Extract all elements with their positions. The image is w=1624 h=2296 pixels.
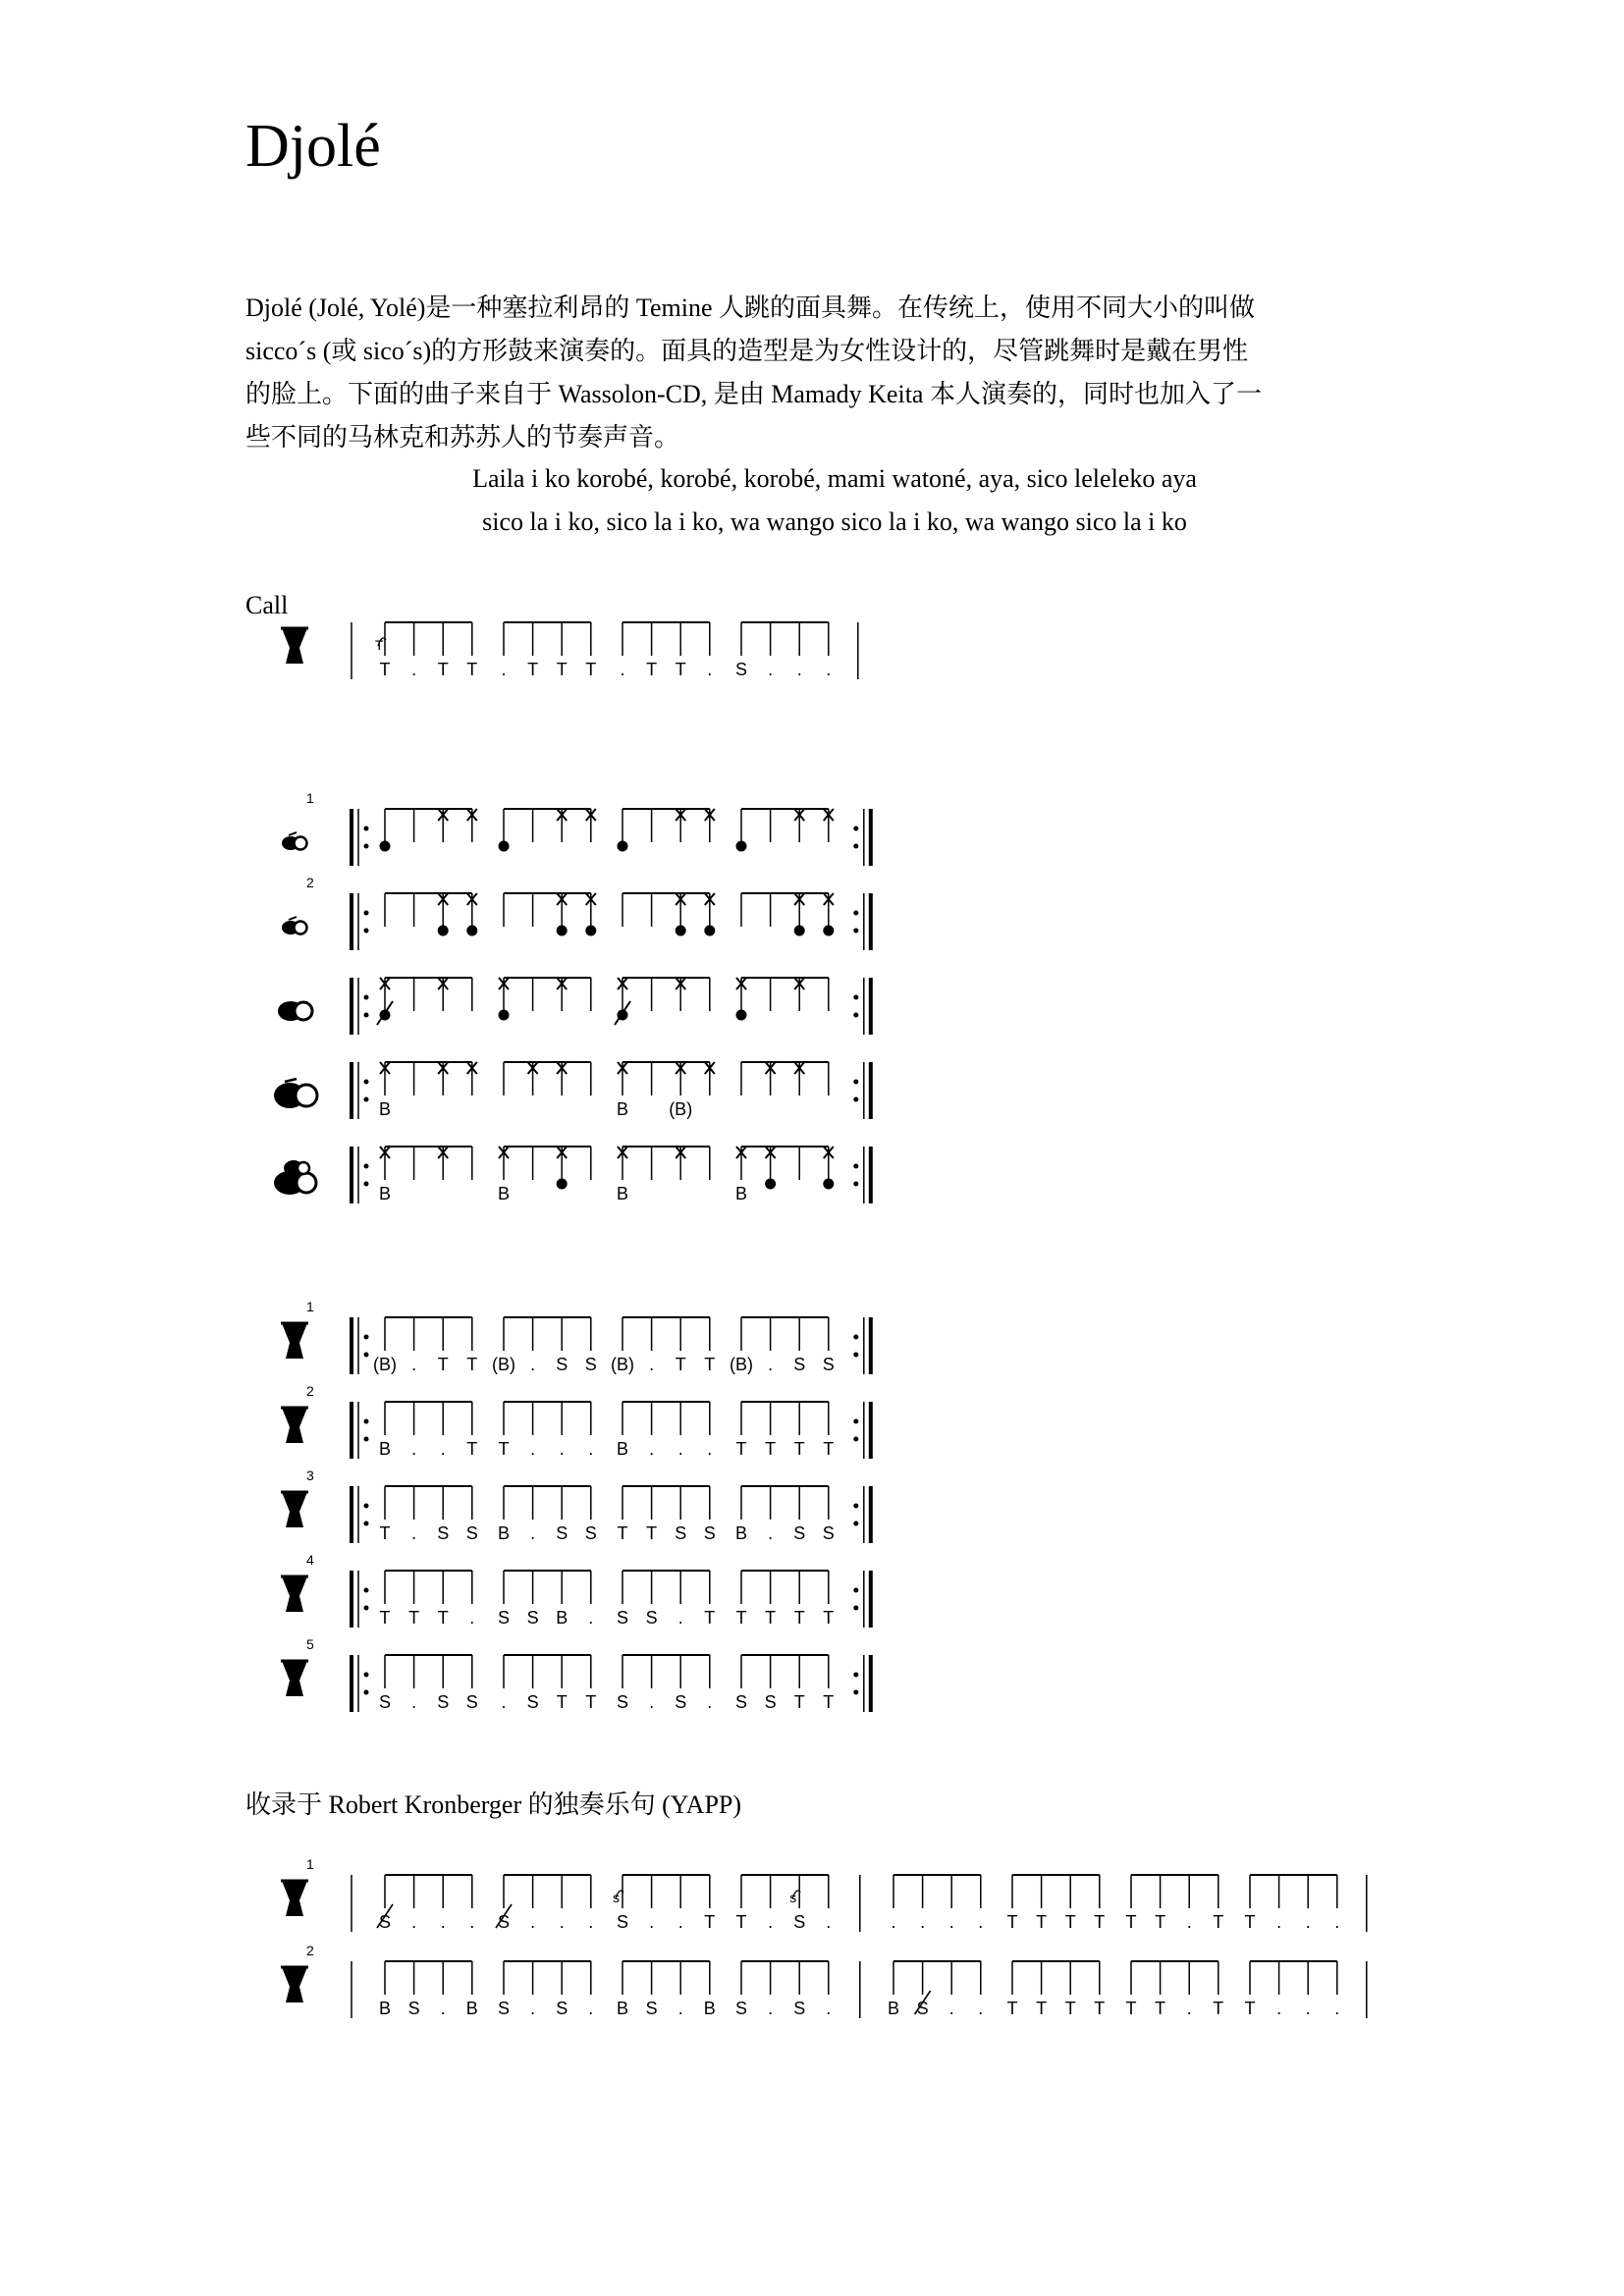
note: . <box>707 1439 713 1459</box>
note: . <box>620 660 625 679</box>
note: S <box>556 1355 568 1374</box>
note: . <box>469 1912 475 1932</box>
repeat-dot <box>364 1522 369 1526</box>
note: T <box>437 660 449 679</box>
kenkeni-icon <box>282 832 307 850</box>
note: . <box>796 660 802 679</box>
open-stroke-dot <box>765 1179 776 1190</box>
note: T <box>1094 1999 1106 2018</box>
repeat-dot <box>364 844 369 849</box>
note: . <box>649 1355 655 1374</box>
repeat-dot <box>853 844 858 849</box>
note: S <box>822 1355 835 1374</box>
note: . <box>1276 1999 1282 2018</box>
note: T <box>1064 1912 1076 1932</box>
repeat-dot <box>364 1690 369 1695</box>
note: T <box>556 1692 568 1712</box>
note: T <box>437 1608 449 1628</box>
note: . <box>588 1439 594 1459</box>
note: B <box>734 1523 748 1543</box>
note: T <box>1064 1999 1076 2018</box>
note: . <box>677 1439 683 1459</box>
repeat-dot <box>853 1437 858 1442</box>
djembe-icon <box>281 628 308 664</box>
open-stroke-dot <box>676 926 686 936</box>
note: B <box>378 1439 392 1459</box>
repeat-dot <box>364 995 369 1000</box>
note: T <box>1036 1912 1048 1932</box>
note: . <box>530 1912 536 1932</box>
row-number: 1 <box>306 790 314 806</box>
note: . <box>411 1439 417 1459</box>
note: S <box>497 1999 511 2018</box>
note: . <box>411 1523 417 1543</box>
open-stroke-dot <box>704 926 715 936</box>
djembe-icon <box>281 1967 308 2002</box>
djembe-icon <box>281 1323 308 1359</box>
note: . <box>440 1439 446 1459</box>
row-number: 5 <box>306 1636 314 1652</box>
flam-grace-note: s <box>789 1890 797 1905</box>
note: T <box>765 1608 777 1628</box>
note: . <box>948 1999 954 2018</box>
note: S <box>764 1692 777 1712</box>
note: . <box>826 1912 832 1932</box>
note: S <box>793 1999 806 2018</box>
rhythm-row-djembes <box>281 1636 871 1712</box>
repeat-dot <box>364 1353 369 1358</box>
repeat-dot <box>364 1437 369 1442</box>
note: . <box>677 1608 683 1628</box>
row-number: 3 <box>306 1468 314 1483</box>
repeat-dot <box>853 1097 858 1102</box>
note: S <box>556 1999 568 2018</box>
djembe-icon <box>281 1576 308 1612</box>
note: . <box>559 1912 565 1932</box>
note: . <box>768 660 774 679</box>
note: . <box>1186 1912 1192 1932</box>
note: . <box>1334 1912 1340 1932</box>
open-stroke-dot <box>736 1010 747 1021</box>
note: . <box>530 1523 536 1543</box>
djembe-icon <box>281 1492 308 1527</box>
repeat-dot <box>853 1606 858 1611</box>
note: . <box>1276 1912 1282 1932</box>
note: B <box>378 1184 392 1203</box>
note: S <box>437 1523 450 1543</box>
row-number: 1 <box>306 1299 314 1314</box>
repeat-dot <box>853 911 858 916</box>
open-stroke-dot <box>618 841 628 852</box>
row-number: 2 <box>306 1383 314 1399</box>
note: S <box>616 1692 629 1712</box>
note: . <box>411 660 417 679</box>
note: . <box>1305 1999 1311 2018</box>
note: S <box>734 1692 748 1712</box>
repeat-dot <box>364 1080 369 1085</box>
note: S <box>497 1912 511 1932</box>
note: S <box>616 1608 629 1628</box>
note: T <box>675 1355 686 1374</box>
note: T <box>1244 1912 1256 1932</box>
note: T <box>793 1692 805 1712</box>
note: T <box>1006 1912 1018 1932</box>
open-stroke-dot <box>499 1010 510 1021</box>
repeat-dot <box>853 1013 858 1018</box>
note: (B) <box>492 1355 515 1374</box>
note: . <box>588 1999 594 2018</box>
note: T <box>379 1523 391 1543</box>
note: T <box>1125 1912 1137 1932</box>
note: S <box>675 1523 687 1543</box>
note: . <box>677 1912 683 1932</box>
note: (B) <box>669 1099 693 1119</box>
note: . <box>649 1912 655 1932</box>
note: T <box>527 660 539 679</box>
repeat-dot <box>364 1419 369 1424</box>
rhythm-row-dununs <box>282 790 871 866</box>
djembe-icon <box>281 1408 308 1443</box>
rhythm-row-solo <box>281 1943 1367 2018</box>
dunun-set-icon <box>274 1160 316 1195</box>
note: S <box>916 1999 929 2018</box>
note: . <box>469 1608 475 1628</box>
note: B <box>556 1608 568 1628</box>
note: . <box>559 1439 565 1459</box>
note: T <box>1006 1999 1018 2018</box>
djembe-icon <box>281 1661 308 1696</box>
note: S <box>584 1355 597 1374</box>
solo-label: 收录于 Robert Kronberger 的独奏乐句 (YAPP) <box>245 1790 742 1819</box>
note: B <box>734 1184 748 1203</box>
note: S <box>645 1999 658 2018</box>
dundunba-icon <box>274 1079 317 1108</box>
note: S <box>556 1523 568 1543</box>
note: T <box>498 1439 510 1459</box>
note: T <box>1155 1912 1166 1932</box>
note: B <box>703 1999 716 2018</box>
note: . <box>707 660 713 679</box>
note: S <box>378 1912 392 1932</box>
repeat-dot <box>364 1335 369 1340</box>
note: S <box>378 1692 392 1712</box>
note: . <box>920 1912 926 1932</box>
repeat-dot <box>364 1606 369 1611</box>
rhythm-row-djembes <box>281 1468 871 1543</box>
note: . <box>440 1999 446 2018</box>
note: T <box>556 660 568 679</box>
note: T <box>585 1692 597 1712</box>
note: . <box>649 1439 655 1459</box>
repeat-dot <box>853 929 858 934</box>
note: T <box>735 1608 747 1628</box>
note: T <box>466 1355 478 1374</box>
note: . <box>768 1523 774 1543</box>
repeat-dot <box>364 1164 369 1169</box>
open-stroke-dot <box>823 926 834 936</box>
note: B <box>616 1099 629 1119</box>
note: T <box>646 660 658 679</box>
repeat-dot <box>853 1080 858 1085</box>
open-stroke-dot <box>823 1179 834 1190</box>
kenkeni-icon <box>282 917 307 934</box>
note: . <box>1334 1999 1340 2018</box>
note: B <box>465 1999 478 2018</box>
flam-grace-note: T <box>375 637 384 653</box>
repeat-dot <box>853 1353 858 1358</box>
note: T <box>765 1439 777 1459</box>
note: T <box>1244 1999 1256 2018</box>
rhythm-row-dununs <box>278 978 871 1035</box>
note: S <box>407 1999 420 2018</box>
open-stroke-dot <box>499 841 510 852</box>
repeat-dot <box>853 1588 858 1593</box>
djembe-icon <box>281 1881 308 1916</box>
note: B <box>616 1439 629 1459</box>
open-stroke-dot <box>380 841 391 852</box>
repeat-dot <box>853 1504 858 1509</box>
note: T <box>408 1608 420 1628</box>
note: S <box>465 1523 478 1543</box>
note: T <box>1125 1999 1137 2018</box>
note: T <box>823 1608 835 1628</box>
note: T <box>1213 1912 1224 1932</box>
note: . <box>411 1912 417 1932</box>
note: S <box>584 1523 597 1543</box>
note: T <box>735 1439 747 1459</box>
note: . <box>1305 1912 1311 1932</box>
note: . <box>768 1355 774 1374</box>
note: S <box>703 1523 716 1543</box>
row-number: 4 <box>306 1552 314 1568</box>
note: B <box>616 1184 629 1203</box>
note: . <box>588 1912 594 1932</box>
repeat-dot <box>853 827 858 831</box>
note: . <box>768 1912 774 1932</box>
note: . <box>826 1999 832 2018</box>
note: B <box>497 1523 511 1543</box>
open-stroke-dot <box>585 926 596 936</box>
intro-line: Djolé (Jolé, Yolé)是一种塞拉利昂的 Temine 人跳的面具舞。在传统上，使用不同大小的叫做 <box>245 294 1256 322</box>
note: . <box>826 660 832 679</box>
note: . <box>411 1692 417 1712</box>
rhythm-row-djembes <box>281 1299 871 1374</box>
repeat-dot <box>364 911 369 916</box>
note: T <box>585 660 597 679</box>
call-label: Call <box>245 591 289 619</box>
note: T <box>823 1439 835 1459</box>
note: S <box>822 1523 835 1543</box>
note: T <box>1094 1912 1106 1932</box>
note: T <box>466 660 478 679</box>
note: . <box>978 1999 984 2018</box>
repeat-dot <box>364 1182 369 1187</box>
row-number: 2 <box>306 1943 314 1958</box>
note: (B) <box>611 1355 634 1374</box>
rhythm-row-dununs <box>274 1062 871 1119</box>
row-number: 1 <box>306 1856 314 1872</box>
note: S <box>793 1355 806 1374</box>
repeat-dot <box>364 1504 369 1509</box>
repeat-dot <box>364 1013 369 1018</box>
flam-grace-note: s <box>613 1890 620 1905</box>
note: S <box>734 660 748 679</box>
intro-line: sicco´s (或 sico´s)的方形鼓来演奏的。面具的造型是为女性设计的，尽管跳舞时是戴在男性 <box>245 337 1249 365</box>
open-stroke-dot <box>438 926 449 936</box>
note: . <box>411 1355 417 1374</box>
lyrics-line: sico la i ko, sico la i ko, wa wango sico la i ko, wa wango sico la i ko <box>482 507 1187 536</box>
note: . <box>501 1692 507 1712</box>
note: T <box>617 1523 628 1543</box>
lyrics-line: Laila i ko korobé, korobé, korobé, mami watoné, aya, sico leleleko aya <box>472 464 1197 493</box>
repeat-dot <box>853 1419 858 1424</box>
note: S <box>526 1692 539 1712</box>
note: S <box>526 1608 539 1628</box>
note: . <box>588 1608 594 1628</box>
open-stroke-dot <box>736 841 747 852</box>
rhythm-row-call <box>281 622 858 679</box>
repeat-dot <box>364 929 369 934</box>
note: B <box>378 1099 392 1119</box>
note: (B) <box>730 1355 753 1374</box>
note: T <box>704 1912 716 1932</box>
repeat-dot <box>364 1588 369 1593</box>
page-title: Djolé <box>245 113 381 180</box>
open-stroke-dot <box>557 1179 568 1190</box>
open-stroke-dot <box>466 926 477 936</box>
repeat-dot <box>364 827 369 831</box>
note: . <box>677 1999 683 2018</box>
note: T <box>1155 1999 1166 2018</box>
sangban-icon <box>278 1001 312 1021</box>
note: S <box>793 1523 806 1543</box>
open-stroke-dot <box>557 926 568 936</box>
note: T <box>675 660 686 679</box>
note: T <box>823 1692 835 1712</box>
note: T <box>793 1608 805 1628</box>
note: . <box>530 1439 536 1459</box>
note: . <box>891 1912 896 1932</box>
rhythm-row-djembes <box>281 1383 871 1459</box>
note: . <box>530 1999 536 2018</box>
note: T <box>437 1355 449 1374</box>
note: T <box>466 1439 478 1459</box>
open-stroke-dot <box>794 926 805 936</box>
rhythm-row-dununs <box>282 875 871 950</box>
note: (B) <box>373 1355 397 1374</box>
note: B <box>497 1184 511 1203</box>
note: . <box>978 1912 984 1932</box>
repeat-dot <box>853 1182 858 1187</box>
note: . <box>768 1999 774 2018</box>
repeat-dot <box>853 1690 858 1695</box>
note: S <box>437 1692 450 1712</box>
note: T <box>1213 1999 1224 2018</box>
note: S <box>675 1692 687 1712</box>
note: S <box>734 1999 748 2018</box>
rhythm-row-solo <box>281 1856 1367 1932</box>
rhythm-row-djembes <box>281 1552 871 1628</box>
note: B <box>378 1999 392 2018</box>
repeat-dot <box>853 1522 858 1526</box>
note: B <box>887 1999 900 2018</box>
note: . <box>1186 1999 1192 2018</box>
note: T <box>704 1608 716 1628</box>
rhythm-row-dununs <box>274 1147 871 1203</box>
repeat-dot <box>853 1673 858 1678</box>
note: S <box>465 1692 478 1712</box>
note: T <box>379 660 391 679</box>
repeat-dot <box>853 1335 858 1340</box>
note: T <box>646 1523 658 1543</box>
note: S <box>645 1608 658 1628</box>
note: . <box>501 660 507 679</box>
note: . <box>649 1692 655 1712</box>
repeat-dot <box>364 1097 369 1102</box>
note: S <box>793 1912 806 1932</box>
note: T <box>379 1608 391 1628</box>
note: S <box>616 1912 629 1932</box>
note: . <box>440 1912 446 1932</box>
intro-line: 的脸上。下面的曲子来自于 Wassolon-CD, 是由 Mamady Keita 本人演奏的，同时也加入了一 <box>245 380 1262 408</box>
row-number: 2 <box>306 875 314 890</box>
repeat-dot <box>853 995 858 1000</box>
note: T <box>793 1439 805 1459</box>
note: . <box>707 1692 713 1712</box>
note: . <box>530 1355 536 1374</box>
repeat-dot <box>853 1164 858 1169</box>
note: . <box>948 1912 954 1932</box>
repeat-dot <box>364 1673 369 1678</box>
note: S <box>497 1608 511 1628</box>
note: T <box>704 1355 716 1374</box>
note: T <box>1036 1999 1048 2018</box>
note: T <box>735 1912 747 1932</box>
intro-line: 些不同的马林克和苏苏人的节奏声音。 <box>245 423 680 452</box>
note: B <box>616 1999 629 2018</box>
